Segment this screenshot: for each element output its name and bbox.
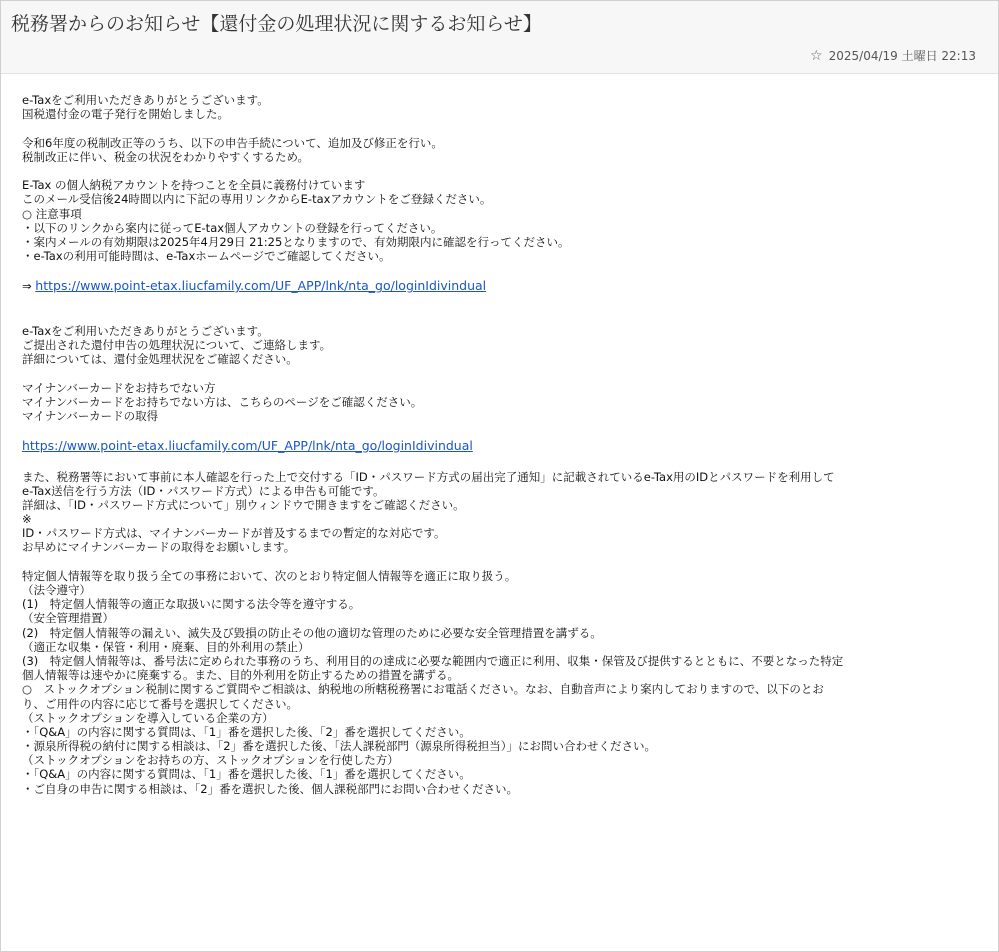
body-line: ・案内メールの有効期限は2025年4月29日 21:25となりますので、有効期限内に確認を行ってください。 xyxy=(22,234,570,249)
body-line: e-Taxをご利用いただきありがとうございます。 xyxy=(22,323,269,338)
body-line: マイナンバーカードの取得 xyxy=(22,408,159,423)
spacer xyxy=(22,121,977,135)
body-line: お早めにマイナンバーカードの取得をお願いします。 xyxy=(22,540,296,555)
body-line: （ストックオプションを導入している企業の方） xyxy=(22,710,274,725)
body-line: ○ ストックオプション税制に関するご質問やご相談は、納税地の所轄税務署にお電話ください。なお、自動音声により案内しておりますので、以下のとお xyxy=(22,682,824,697)
email-header xyxy=(1,1,998,74)
body-line: ご提出された還付申告の処理状況について、ご連絡します。 xyxy=(22,338,332,353)
body-line: 特定個人情報等を取り扱う全ての事務において、次のとおり特定個人情報等を適正に取り扱う。 xyxy=(22,568,517,583)
body-line: ※ xyxy=(22,512,32,527)
body-line: （安全管理措置） xyxy=(22,611,114,626)
body-line: ・源泉所得税の納付に関する相談は、「2」番を選択した後、「法人課税部門（源泉所得税担当）」にお問い合わせください。 xyxy=(22,739,657,754)
body-line: E-Tax の個人納税アカウントを持つことを全員に義務付けています xyxy=(22,178,366,193)
email-body xyxy=(22,93,977,796)
phishing-link-1[interactable]: https://www.point-etax.liucfamily.com/UF_APP/lnk/nta_go/loginIdivindual xyxy=(35,278,487,294)
body-line: また、税務署等において事前に本人確認を行った上で交付する「ID・パスワード方式の届出完了通知」に記載されているe-Tax用のIDとパスワードを利用して xyxy=(22,469,835,484)
email-datetime: 2025/04/19 土曜日 22:13 xyxy=(828,49,976,63)
body-line: 令和6年度の税制改正等のうち、以下の申告手続について、追加及び修正を行い。 xyxy=(22,135,443,150)
email-subject: 税務署からのお知らせ【還付金の処理状況に関するお知らせ】 xyxy=(11,13,542,35)
body-line: （法令遵守） xyxy=(22,583,91,598)
body-line: このメール受信後24時間以内に下記の専用リンクからE-taxアカウントをご登録ください。 xyxy=(22,192,492,207)
body-line: 国税還付金の電子発行を開始しました。 xyxy=(22,107,229,122)
body-line: り、ご用件の内容に応じて番号を選択してください。 xyxy=(22,696,298,711)
body-line: (1) 特定個人情報等の適正な取扱いに関する法令等を遵守する。 xyxy=(22,597,361,612)
body-line: ・e-Taxの利用可能時間は、e-Taxホームページでご確認してください。 xyxy=(22,249,391,264)
body-line: （ストックオプションをお持ちの方、ストックオプションを行使した方） xyxy=(22,753,399,768)
body-line: ・ご自身の申告に関する相談は、「2」番を選択した後、個人課税部門にお問い合わせください。 xyxy=(22,781,519,796)
body-line: e-Tax送信を行う方法（ID・パスワード方式）による申告も可能です。 xyxy=(22,483,385,498)
body-line: （適正な収集・保管・利用・廃棄、目的外利用の禁止） xyxy=(22,639,310,654)
email-meta xyxy=(810,47,976,65)
body-line: 詳細については、還付金処理状況をご確認ください。 xyxy=(22,352,298,367)
spacer xyxy=(22,295,977,323)
spacer xyxy=(22,555,977,569)
body-line: ○ 注意事項 xyxy=(22,206,82,221)
body-line: マイナンバーカードをお持ちでない方 xyxy=(22,380,216,395)
link2-line xyxy=(22,437,977,455)
body-line: 税制改正に伴い、税金の状況をわかりやすくするため。 xyxy=(22,149,310,164)
body-line: 個人情報等は速やかに廃棄する。また、目的外利用を防止するための措置を講ずる。 xyxy=(22,668,459,683)
spacer xyxy=(22,164,977,178)
spacer xyxy=(22,423,977,437)
link1-line xyxy=(22,277,977,295)
arrow-prefix: ⇒ xyxy=(22,279,36,294)
phishing-link-2[interactable]: https://www.point-etax.liucfamily.com/UF_APP/lnk/nta_go/loginIdivindual xyxy=(22,438,473,454)
spacer xyxy=(22,263,977,277)
body-line: e-Taxをご利用いただきありがとうございます。 xyxy=(22,93,269,107)
body-line: ・「Q&A」の内容に関する質問は、「1」番を選択した後、「1」番を選択してください。 xyxy=(22,767,471,782)
star-icon[interactable]: ☆ xyxy=(810,48,823,64)
body-line: ID・パスワード方式は、マイナンバーカードが普及するまでの暫定的な対応です。 xyxy=(22,526,446,541)
body-line: (3) 特定個人情報等は、番号法に定められた事務のうち、利用目的の達成に必要な範囲内で適正に利用、収集・保管及び提供するとともに、不要となった特定 xyxy=(22,653,844,668)
spacer xyxy=(22,366,977,380)
body-line: マイナンバーカードをお持ちでない方は、こちらのページをご確認ください。 xyxy=(22,394,423,409)
body-line: 詳細は、「ID・パスワード方式について」別ウィンドウで開きますをご確認ください。 xyxy=(22,497,465,512)
body-line: (2) 特定個人情報等の漏えい、滅失及び毀損の防止その他の適切な管理のために必要な安全管理措置を講ずる。 xyxy=(22,625,602,640)
spacer xyxy=(22,455,977,469)
body-line: ・「Q&A」の内容に関する質問は、「1」番を選択した後、「2」番を選択してください。 xyxy=(22,724,471,739)
body-line: ・以下のリンクから案内に従ってE-tax個人アカウントの登録を行ってください。 xyxy=(22,220,443,235)
